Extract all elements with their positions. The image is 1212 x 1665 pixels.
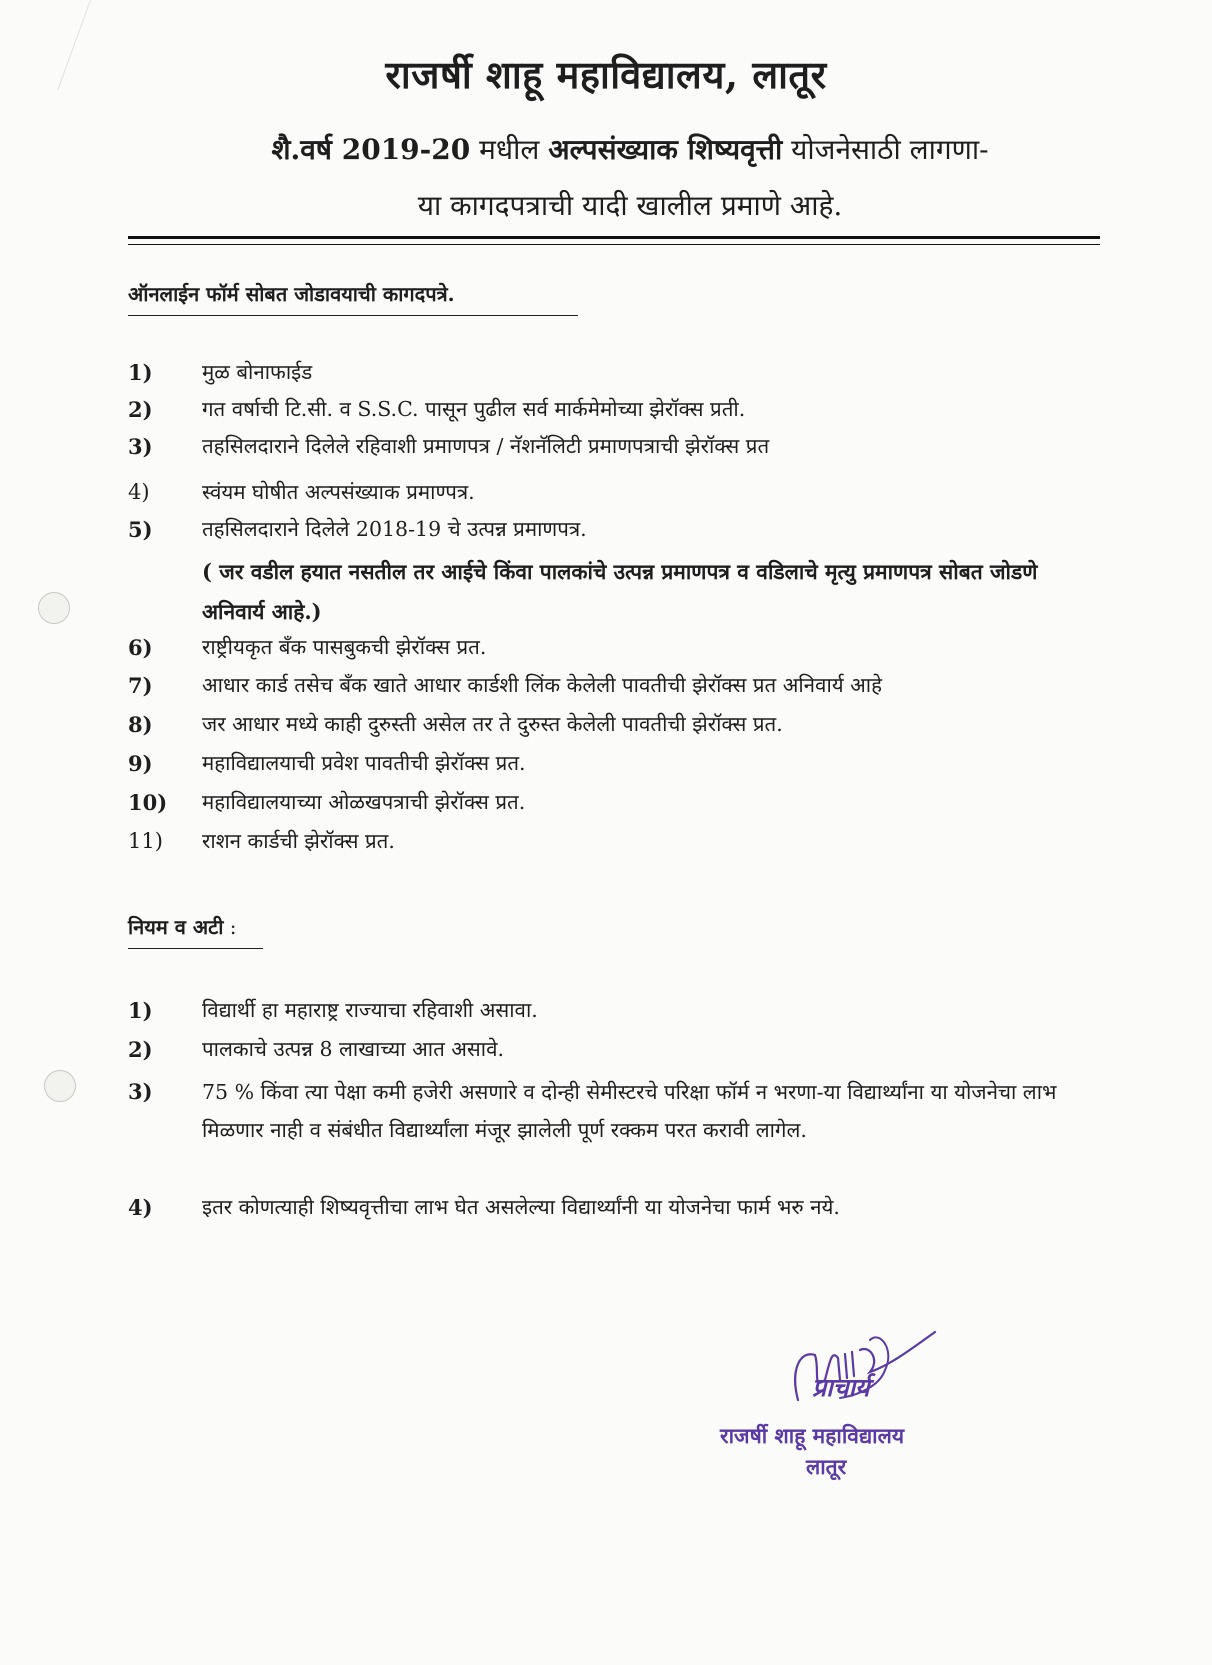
principal-signature-stamp [720,1310,970,1480]
subtitle-year: शै.वर्ष 2019-20 [271,133,471,166]
item-text: मुळ बोनाफाईड [202,360,313,384]
item-text: राशन कार्डची झेरॉक्स प्रत. [202,829,395,853]
item-text: तहसिलदाराने दिलेले रहिवाशी प्रमाणपत्र / नॅशनॅलिटी प्रमाणपत्राची झेरॉक्स प्रत [202,434,770,458]
item-text: इतर कोणत्याही शिष्यवृत्तीचा लाभ घेत असलेल्या विद्यार्थ्यांनी या योजनेचा फार्म भरु नये. [202,1195,840,1219]
item-number: 11) [128,829,163,853]
item-number: 3) [128,434,153,459]
item-text: राष्ट्रीयकृत बॅंक पासबुकची झेरॉक्स प्रत. [202,635,487,659]
header-rule-thin [128,244,1100,245]
item-text: गत वर्षाची टि.सी. व S.S.C. पासून पुढील सर्व मार्कमेमोच्या झेरॉक्स प्रती. [202,397,746,421]
subtitle-connector: मधील [470,133,549,166]
rules-heading-colon: : [223,915,237,939]
item-text: जर आधार मध्ये काही दुरुस्ती असेल तर ते दुरुस्त केलेली पावतीची झेरॉक्स प्रत. [202,712,783,736]
item-number: 4) [128,480,150,504]
income-certificate-note: ( जर वडील हयात नसतील तर आईचे किंवा पालकांचे उत्पन्न प्रमाणपत्र व वडिलाचे मृत्यु प्रमाणपत्र सोबत जोडणे अनिवार्य आहे.) [202,559,1038,624]
item-number: 1) [128,998,153,1023]
subtitle-scheme: अल्पसंख्याक शिष्यवृत्ती [548,133,783,166]
item-number: 10) [128,790,168,815]
stamp-designation: प्राचार्य [812,1373,870,1402]
item-text: आधार कार्ड तसेच बॅंक खाते आधार कार्डशी लिंक केलेली पावतीची झेरॉक्स प्रत अनिवार्य आहे [202,673,882,697]
item-text: महाविद्यालयाची प्रवेश पावतीची झेरॉक्स प्रत. [202,751,526,775]
item-text: महाविद्यालयाच्या ओळखपत्राची झेरॉक्स प्रत. [202,790,526,814]
punch-hole-top [38,592,70,624]
stamp-city: लातूर [806,1454,847,1479]
stamp-college-name: राजर्षी शाहू महाविद्यालय [720,1423,905,1448]
item-number: 8) [128,712,153,737]
header-rule-thick [128,236,1100,239]
subtitle-line2: या कागदपत्राची यादी खालील प्रमाणे आहे. [417,189,843,222]
item-text: 75 % किंवा त्या पेक्षा कमी हजेरी असणारे व दोन्ही सेमीस्टरचे परिक्षा फॉर्म न भरणा-या विद्यार्थ्यांना या योजनेचा लाभ मिळणार नाही व संबंधीत विद्यार्थ्यांला मंजूर झालेली पूर्ण रक्कम परत करावी लागेल. [202,1080,1057,1142]
rules-heading-text: नियम व अटी [128,915,224,939]
item-number: 4) [128,1195,153,1220]
item-text: स्वंयम घोषीत अल्पसंख्याक प्रमाण्पत्र. [202,480,475,504]
documents-heading: ऑनलाईन फॉर्म सोबत जोडावयाची कागदपत्रे. [128,280,578,316]
item-number: 2) [128,1037,153,1062]
document-subtitle [150,122,1110,234]
subtitle-rest: योजनेसाठी लागणा- [782,133,989,166]
item-number: 7) [128,673,153,698]
item-text: तहसिलदाराने दिलेले 2018-19 चे उत्पन्न प्रमाणपत्र. [202,517,587,541]
item-number: 1) [128,360,153,385]
item-text: विद्यार्थी हा महाराष्ट्र राज्याचा रहिवाशी असावा. [202,998,538,1022]
item-number: 2) [128,397,153,422]
item-number: 3) [128,1079,153,1104]
item-number: 6) [128,635,153,660]
item-number: 5) [128,517,153,542]
item-number: 9) [128,751,153,776]
punch-hole-bottom [44,1070,76,1102]
college-title: राजर्षी शाहू महाविद्यालय, लातूर [385,52,827,97]
item-text: पालकाचे उत्पन्न 8 लाखाच्या आत असावे. [202,1037,505,1061]
rules-heading [128,913,263,949]
